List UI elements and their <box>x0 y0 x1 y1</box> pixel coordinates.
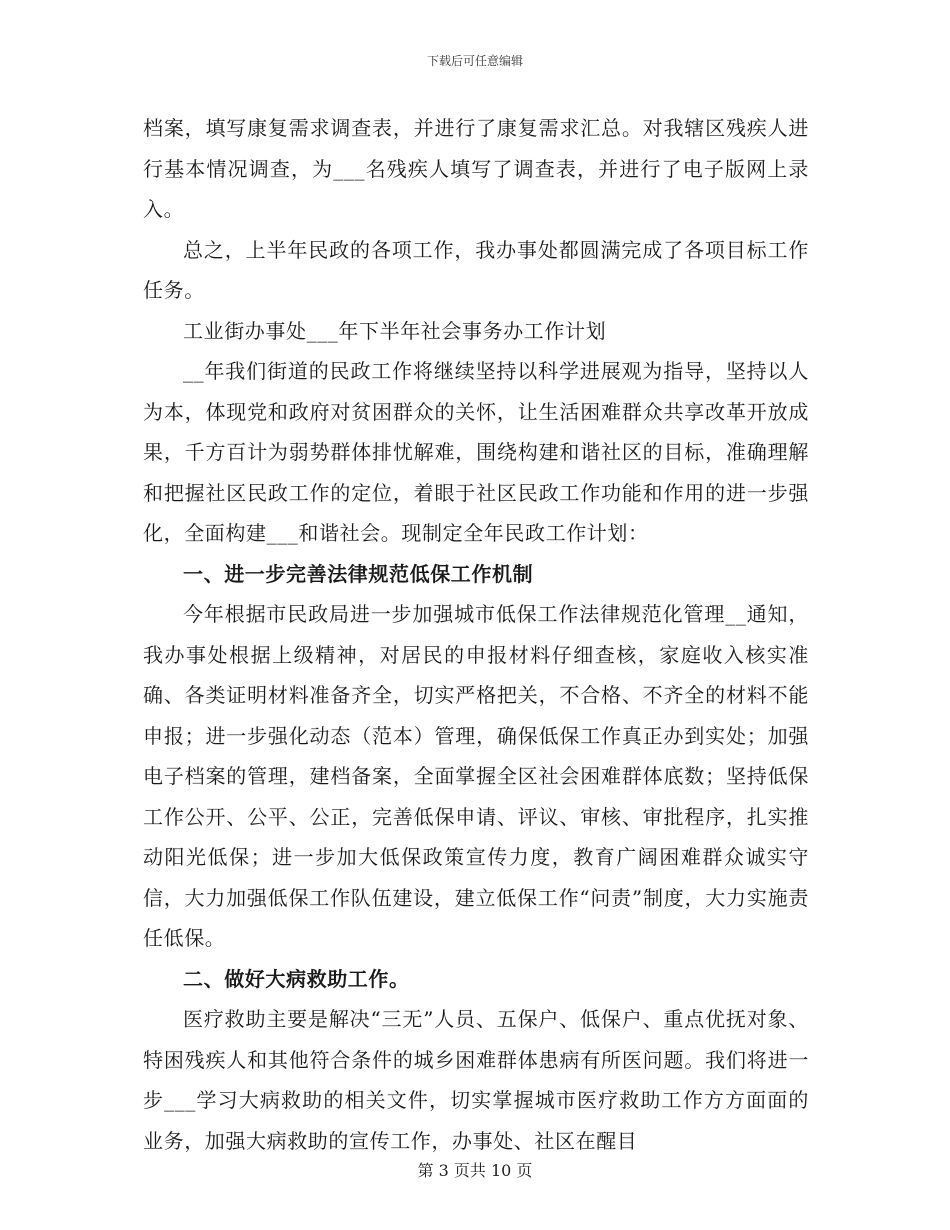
plan-title: 工业街办事处___年下半年社会事务办工作计划 <box>183 318 607 343</box>
paragraph: 医疗救助主要是解决“三无”人员、五保户、低保户、重点优抚对象、特困残疾人和其他符合条件的城乡困难群体患病有所医问题。我们将进一步___学习大病救助的相关文件，切实掌握城市医疗救助工作方方面面的业务，加强大病救助的宣传工作，办事处、社区在醒目 <box>143 1007 809 1153</box>
page-number: 第 3 页共 10 页 <box>417 1161 533 1180</box>
document-body <box>143 108 809 1161</box>
section-heading: 一、进一步完善法律规范低保工作机制 <box>183 561 534 586</box>
page-header: 下载后可任意编辑 <box>426 54 523 68</box>
section-heading: 二、做好大病救助工作。 <box>183 966 410 991</box>
paragraph: 档案，填写康复需求调查表，并进行了康复需求汇总。对我辖区残疾人进行基本情况调查，为___名残疾人填写了调查表，并进行了电子版网上录入。 <box>143 116 809 221</box>
paragraph: __年我们街道的民政工作将继续坚持以科学进展观为指导，坚持以人为本，体现党和政府对贫困群众的关怀，让生活困难群众共享改革开放成果，千方百计为弱势群体排忧解难，围绕构建和谐社区的目标，准确理解和把握社区民政工作的定位，着眼于社区民政工作功能和作用的进一步强化，全面构建___和谐社会。现制定全年民政工作计划： <box>143 359 809 545</box>
paragraph: 总之，上半年民政的各项工作，我办事处都圆满完成了各项目标工作任务。 <box>143 237 809 302</box>
paragraph: 今年根据市民政局进一步加强城市低保工作法律规范化管理__通知，我办事处根据上级精神，对居民的申报材料仔细查核，家庭收入核实准确、各类证明材料准备齐全，切实严格把关，不合格、不齐全的材料不能申报；进一步强化动态（范本）管理，确保低保工作真正办到实处；加强电子档案的管理，建档备案，全面掌握全区社会困难群体底数；坚持低保工作公开、公平、公正，完善低保申请、评议、审核、审批程序，扎实推动阳光低保；进一步加大低保政策宣传力度，教育广阔困难群众诚实守信，大力加强低保工作队伍建设，建立低保工作“问责”制度，大力实施责任低保。 <box>143 602 809 950</box>
